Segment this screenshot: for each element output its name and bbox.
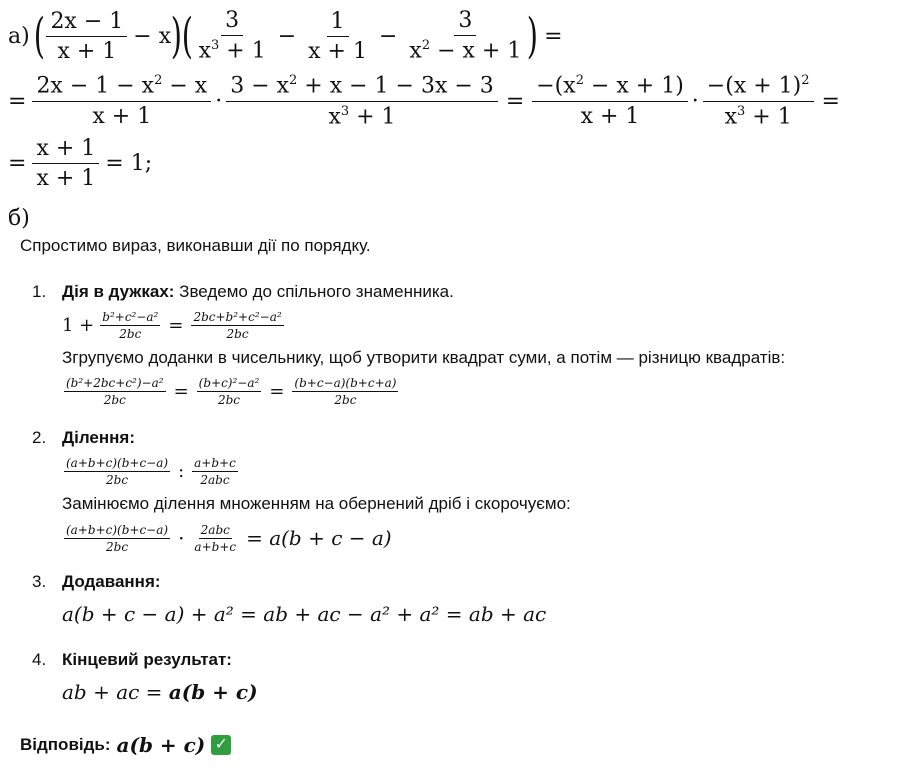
fraction	[32, 73, 211, 128]
rest: + 1	[349, 103, 396, 129]
denominator: x + 1	[92, 103, 152, 129]
fraction	[226, 73, 498, 129]
denominator: 2bc	[217, 392, 240, 407]
equals-sign: =	[8, 150, 27, 176]
text: −(x + 1)	[706, 73, 802, 99]
answer-value: a(b + c)	[116, 733, 206, 757]
exponent: 2	[801, 73, 810, 89]
part-a-label: а)	[8, 23, 30, 49]
numerator	[703, 73, 814, 101]
equals-sign: =	[505, 88, 525, 114]
text: + x − 1 − 3x − 3	[297, 73, 494, 99]
denominator: x + 1	[308, 38, 367, 64]
base: x	[409, 38, 422, 64]
result: a(b + c)	[168, 680, 258, 704]
numerator: (a+b+c)(b+c−a)	[66, 455, 169, 470]
step-1-note: Згрупуємо доданки в чисельнику, щоб утворити квадрат суми, а потім — різницю квадратів:	[62, 348, 786, 367]
text: − x + 1)	[583, 73, 684, 99]
numerator: 1	[327, 9, 349, 37]
numerator: a+b+c	[194, 455, 236, 470]
equals-sign: =	[8, 88, 27, 114]
rest: + 1	[219, 38, 266, 64]
step-title: Дія в дужках:	[62, 282, 175, 301]
text: 1 +	[62, 314, 95, 336]
dot-op: ·	[691, 88, 699, 114]
numerator: (b²+2bc+c²)−a²	[66, 375, 164, 390]
denominator	[324, 102, 399, 129]
part-b-label: б)	[8, 206, 30, 231]
numerator	[32, 73, 211, 101]
numerator: b²+c²−a²	[102, 309, 159, 324]
step-1-heading	[32, 282, 454, 302]
exponent: 2	[421, 38, 431, 54]
step-2-heading	[32, 428, 135, 448]
text: − x	[162, 73, 208, 99]
fraction	[64, 456, 170, 487]
step-2-eq2	[62, 518, 392, 558]
equals-sign: =	[544, 23, 563, 49]
step-text: Зведемо до спільного знаменника.	[174, 282, 454, 301]
exponent: 2	[289, 73, 298, 89]
intro-text: Спростимо вираз, виконавши дії по порядку.	[20, 236, 371, 255]
numerator: 3	[221, 8, 243, 36]
text: 3 − x	[230, 73, 290, 99]
checkmark-icon: ✓	[211, 735, 231, 755]
step-4-heading	[32, 650, 232, 670]
fraction	[192, 523, 238, 554]
paren-open: (	[181, 8, 193, 64]
equals-sign: =	[168, 314, 184, 336]
step-title: Ділення:	[62, 428, 135, 447]
fraction	[197, 376, 262, 407]
minus-op: −	[378, 23, 398, 49]
exponent: 2	[575, 73, 584, 89]
fraction	[32, 136, 99, 191]
step-1-eq2	[62, 372, 400, 410]
answer-line	[20, 733, 231, 757]
fraction	[64, 376, 166, 407]
equals-sign: =	[173, 380, 189, 402]
fraction	[292, 376, 398, 407]
fraction	[532, 73, 688, 128]
paren-close: )	[527, 8, 539, 64]
numerator: 3	[454, 8, 476, 36]
result: = a(b + c − a)	[246, 526, 392, 550]
dot-op: ·	[178, 526, 185, 550]
step-2-eq1	[62, 452, 240, 490]
step-title: Кінцевий результат:	[62, 650, 232, 669]
denominator: 2bc	[226, 326, 249, 341]
minus-op: −	[277, 23, 297, 49]
step-3-heading	[32, 572, 161, 592]
numerator	[226, 73, 498, 101]
step-number: 2.	[32, 428, 47, 447]
base: x	[198, 38, 211, 64]
denominator: 2bc	[106, 539, 129, 554]
denominator	[195, 36, 270, 63]
rest: − x + 1	[430, 38, 522, 64]
denominator: x + 1	[580, 103, 640, 129]
exponent: 2	[154, 73, 163, 89]
base: x	[724, 103, 738, 129]
fraction	[703, 73, 814, 129]
fraction	[191, 310, 283, 341]
exponent: 3	[340, 103, 350, 119]
fraction	[192, 456, 238, 487]
term: − x	[133, 23, 172, 49]
step-3-expr: a(b + c − a) + a² = ab + ac − a² + a² = ab + ac	[62, 602, 547, 626]
step-4-expr	[62, 680, 258, 704]
fraction	[304, 9, 371, 64]
step-number: 4.	[32, 650, 47, 669]
dot-op: ·	[215, 88, 223, 114]
paren-close: )	[170, 8, 183, 64]
answer-label: Відповідь:	[20, 735, 111, 754]
part-a-line2	[8, 70, 846, 132]
numerator: x + 1	[32, 136, 99, 164]
numerator: (b+c)²−a²	[198, 375, 260, 390]
denominator: x + 1	[57, 38, 117, 64]
denominator: 2bc	[334, 392, 357, 407]
step-title: Додавання:	[62, 572, 161, 591]
base: x	[328, 103, 341, 129]
step-number: 1.	[32, 282, 47, 301]
text: −(x	[536, 73, 576, 99]
text: 2x − 1 − x	[36, 73, 155, 99]
fraction	[100, 310, 160, 341]
divide-op: :	[178, 460, 185, 482]
denominator: 2bc	[119, 326, 142, 341]
numerator: 2bc+b²+c²−a²	[193, 309, 282, 324]
paren-open: (	[33, 8, 45, 64]
step-2-note: Замінюємо ділення множенням на обернений дріб і скорочуємо:	[62, 494, 571, 513]
result: = 1;	[105, 150, 153, 176]
denominator	[721, 102, 796, 129]
denominator: x + 1	[36, 165, 96, 191]
step-1-eq1	[62, 306, 286, 344]
denominator	[405, 36, 525, 63]
denominator: 2bc	[106, 472, 129, 487]
numerator: 2abc	[200, 522, 230, 537]
rest: + 1	[745, 103, 792, 129]
fraction	[195, 8, 270, 63]
fraction	[64, 523, 170, 554]
denominator: 2abc	[200, 472, 230, 487]
numerator: (a+b+c)(b+c−a)	[66, 522, 169, 537]
exponent: 3	[211, 38, 220, 54]
fraction	[46, 9, 127, 64]
part-a-line1	[8, 6, 569, 66]
equals-sign: =	[269, 380, 285, 402]
text: ab + ac =	[62, 680, 169, 704]
denominator: a+b+c	[194, 539, 237, 554]
denominator: 2bc	[103, 392, 126, 407]
equals-sign: =	[821, 88, 840, 114]
numerator: (b+c−a)(b+c+a)	[294, 375, 397, 390]
numerator	[532, 73, 688, 101]
numerator: 2x − 1	[46, 9, 127, 37]
part-a-line3	[8, 134, 152, 192]
step-number: 3.	[32, 572, 47, 591]
exponent: 3	[737, 103, 746, 119]
fraction	[405, 8, 525, 63]
